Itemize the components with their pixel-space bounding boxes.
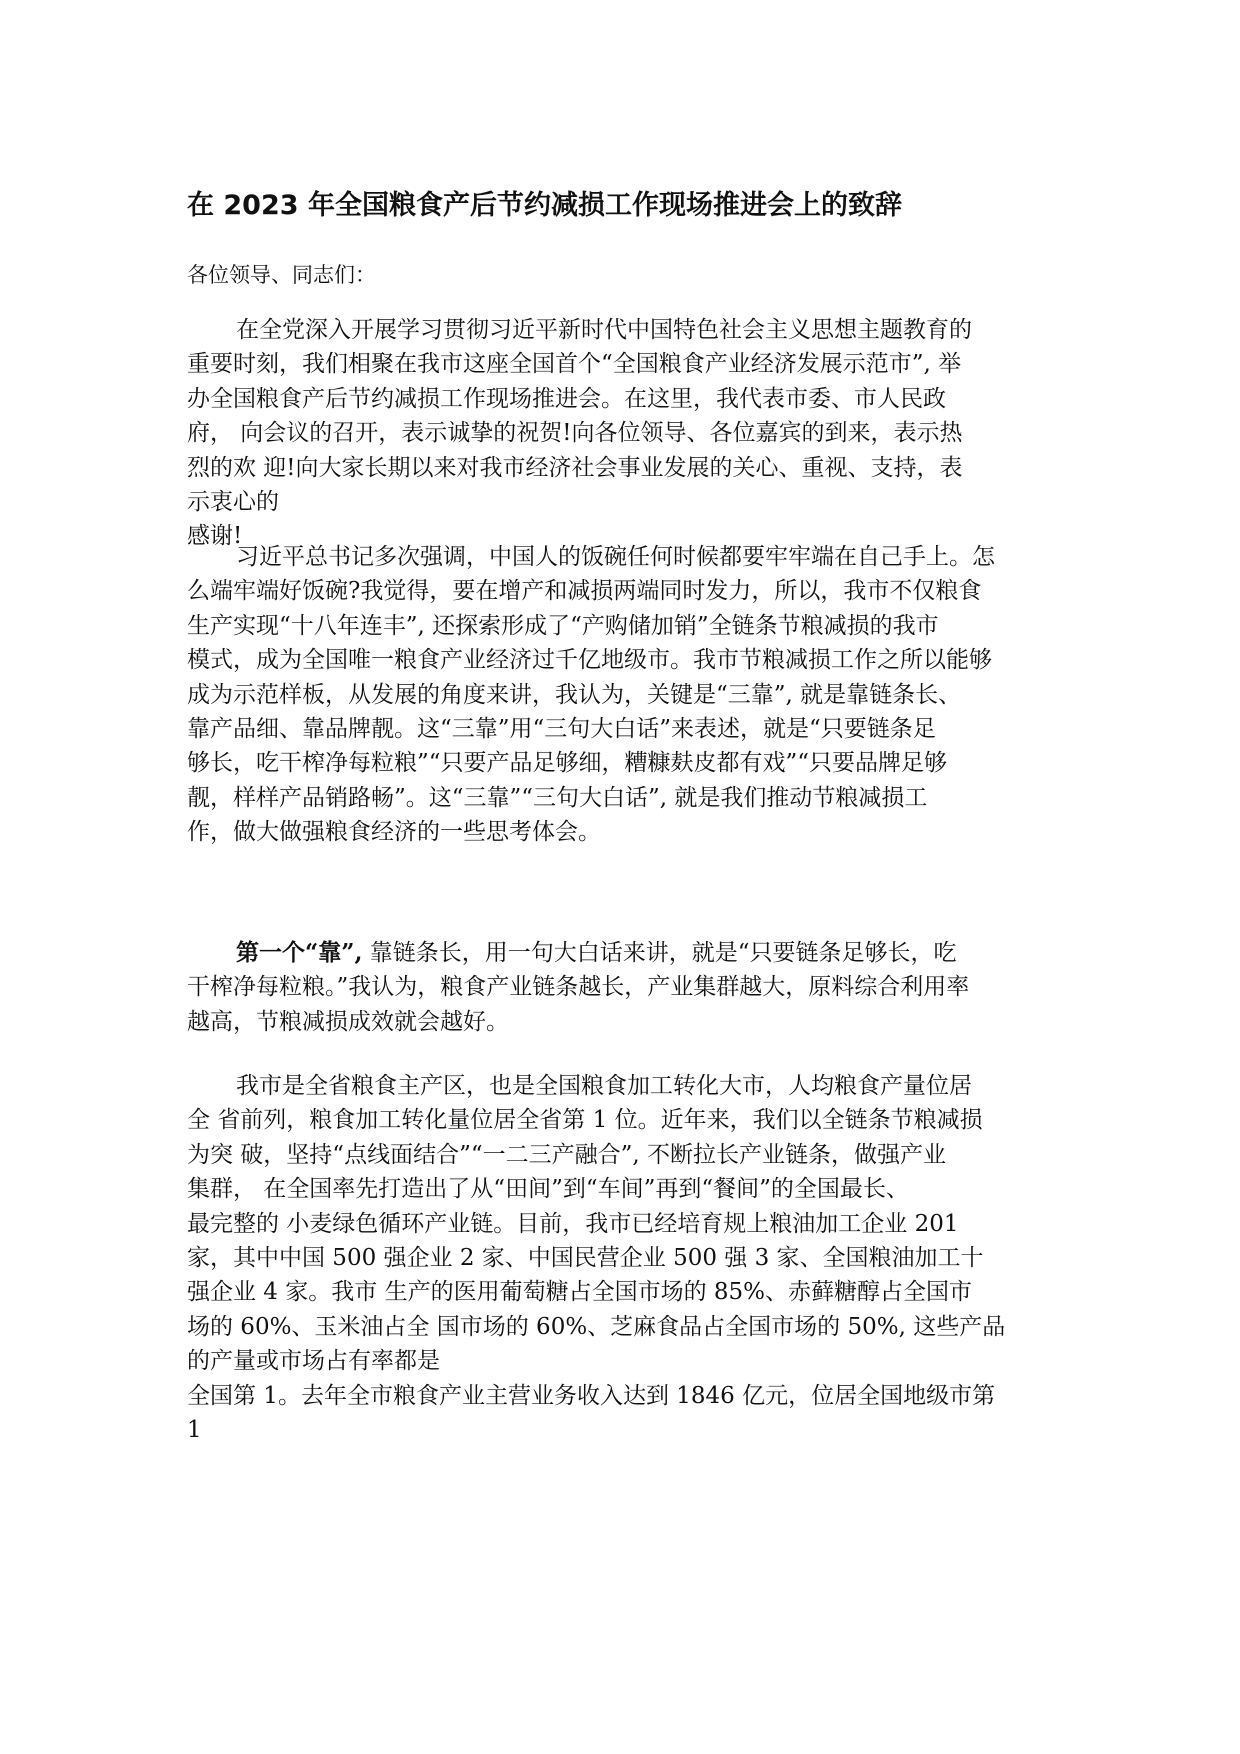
paragraph-line: 我市是全省粮食主产区，也是全国粮食加工转化大市，人均粮食产量位居 (236, 1073, 972, 1099)
paragraph-line: 强企业 4 家。我市 生产的医用葡萄糖占全国市场的 85%、赤藓糖醇占全国市 (187, 1279, 972, 1306)
paragraph-first-rely (187, 936, 1057, 1039)
paragraph-lead-heading: 第一个“靠”, (236, 939, 363, 966)
document-title: 在 2023 年全国粮食产后节约减损工作现场推进会上的致辞 (187, 190, 902, 221)
paragraph-opening (187, 313, 1057, 554)
paragraph-line: 成为示范样板，从发展的角度来讲，我认为，关键是“三靠”, 就是靠链条长、 (187, 681, 962, 708)
paragraph-line: 全国第 1。去年全市粮食产业主营业务收入达到 1846 亿元，位居全国地级市第 (187, 1382, 996, 1409)
paragraph-line-text: 靠链条长，用一句大白话来讲，就是“只要链条足够长，吃 (362, 940, 957, 966)
paragraph-city-industry (187, 1069, 1057, 1447)
paragraph-line: 感谢! (187, 523, 243, 550)
paragraph-line: 靠产品细、靠品牌靓。这“三靠”用“三句大白话”来表述，就是“只要链条足 (187, 715, 936, 742)
paragraph-line (187, 936, 1057, 970)
paragraph-line: 家，其中中国 500 强企业 2 家、中国民营企业 500 强 3 家、全国粮油加工十 (187, 1244, 984, 1271)
paragraph-line: 示衷心的 (187, 488, 279, 515)
paragraph-line: 模式，成为全国唯一粮食产业经济过千亿地级市。我市节粮减损工作之所以能够 (187, 647, 992, 674)
paragraph-line: 府， 向会议的召开，表示诚挚的祝贺!向各位领导、各位嘉宾的到来，表示热 (187, 420, 963, 447)
paragraph-line: 场的 60%、玉米油占全 国市场的 60%、芝麻食品占全国市场的 50%, 这些产品 (187, 1313, 1006, 1340)
paragraph-line: 够长，吃干榨净每粒粮”“只要产品足够细，糟糠麸皮都有戏”“只要品牌足够 (187, 750, 948, 777)
paragraph-three-relies (187, 540, 1057, 850)
paragraph-line: 靓，样样产品销路畅”。这“三靠”“三句大白话”, 就是我们推动节粮减损工 (187, 784, 928, 811)
paragraph-line: 全 省前列，粮食加工转化量位居全省第 1 位。近年来，我们以全链条节粮减损 (187, 1107, 983, 1134)
paragraph-line: 干榨净每粒粮。”我认为，粮食产业链条越长，产业集群越大，原料综合利用率 (187, 974, 970, 1001)
paragraph-line: 为突 破，坚持“点线面结合”“一二三产融合”, 不断拉长产业链条，做强产业 (187, 1141, 946, 1168)
paragraph-line: 在全党深入开展学习贯彻习近平新时代中国特色社会主义思想主题教育的 (236, 317, 972, 343)
paragraph-line: 的产量或市场占有率都是 (187, 1348, 440, 1375)
paragraph-line: 烈的欢 迎!向大家长期以来对我市经济社会事业发展的关心、重视、支持，表 (187, 454, 963, 481)
paragraph-line: 作，做大做强粮食经济的一些思考体会。 (187, 819, 601, 846)
paragraph-line: 么端牢端好饭碗?我觉得，要在增产和减损两端同时发力，所以，我市不仅粮食 (187, 578, 982, 605)
paragraph-line: 集群， 在全国率先打造出了从“田间”到“车间”再到“餐间”的全国最长、 (187, 1176, 909, 1203)
salutation: 各位领导、同志们： (187, 263, 376, 287)
paragraph-line: 习近平总书记多次强调，中国人的饭碗任何时候都要牢牢端在自己手上。怎 (236, 544, 995, 570)
paragraph-line: 办全国粮食产后节约减损工作现场推进会。在这里，我代表市委、市人民政 (187, 385, 946, 412)
paragraph-line: 最完整的 小麦绿色循环产业链。目前，我市已经培育规上粮油加工企业 201 (187, 1210, 959, 1237)
paragraph-line: 重要时刻，我们相聚在我市这座全国首个“全国粮食产业经济发展示范市”, 举 (187, 351, 962, 378)
paragraph-line: 1 (187, 1416, 202, 1443)
paragraph-line: 越高，节粮减损成效就会越好。 (187, 1008, 509, 1035)
paragraph-line: 生产实现“十八年连丰”, 还探索形成了“产购储加销”全链条节粮减损的我市 (187, 612, 939, 639)
